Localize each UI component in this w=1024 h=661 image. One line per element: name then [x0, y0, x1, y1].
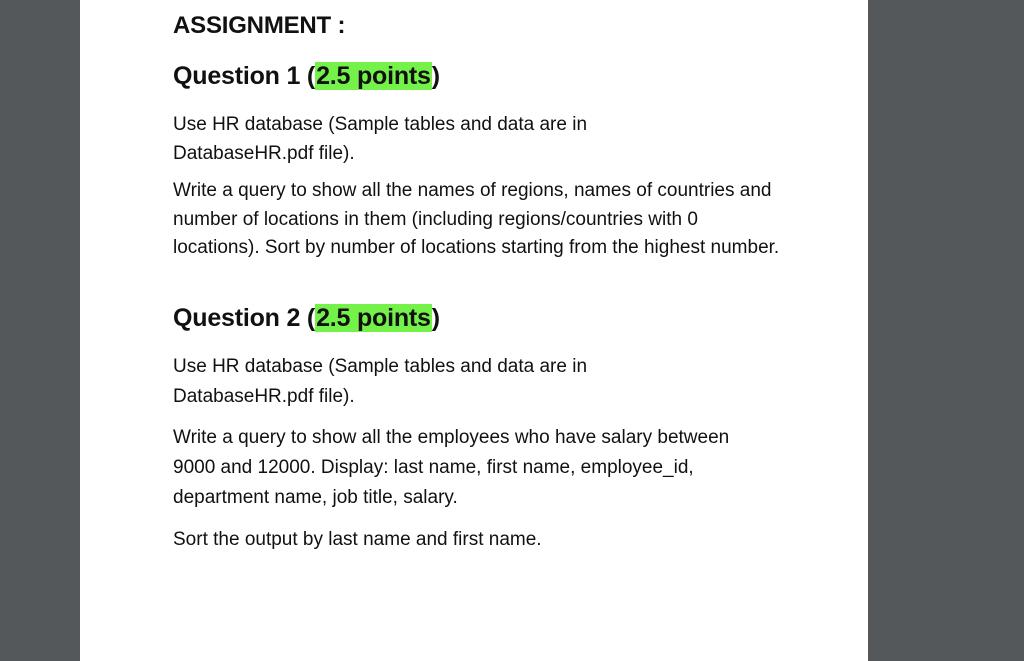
question-2-paragraph-1: Use HR database (Sample tables and data are in DatabaseHR.pdf file).: [173, 356, 588, 407]
question-2-paragraph-2: Write a query to show all the employees who have salary between 9000 and 12000. Display: last name, first name, employee_id, department name, job title, salary.: [173, 427, 730, 508]
question-2-points-highlight: 2.5 points: [316, 304, 431, 332]
question-2-heading-prefix: Question 2 (: [173, 304, 316, 332]
question-1-paragraph-2: Write a query to show all the names of regions, names of countries and number of locations in them (including regions/countries with 0 locations). Sort by number of locations starting from the highest number.: [173, 180, 780, 258]
question-1-heading-prefix: Question 1 (: [173, 62, 316, 90]
question-1-paragraph-1: Use HR database (Sample tables and data are in DatabaseHR.pdf file).: [173, 114, 588, 164]
question-2-paragraph-3: Sort the output by last name and first name.: [173, 529, 542, 550]
question-1-heading-suffix: ): [431, 62, 440, 90]
question-2-heading: [173, 304, 440, 333]
assignment-title: ASSIGNMENT :: [173, 12, 346, 39]
question-1-points-highlight: 2.5 points: [316, 62, 431, 90]
question-2-heading-suffix: ): [431, 304, 440, 332]
document-page: [80, 0, 868, 661]
question-1-heading: [173, 62, 440, 91]
